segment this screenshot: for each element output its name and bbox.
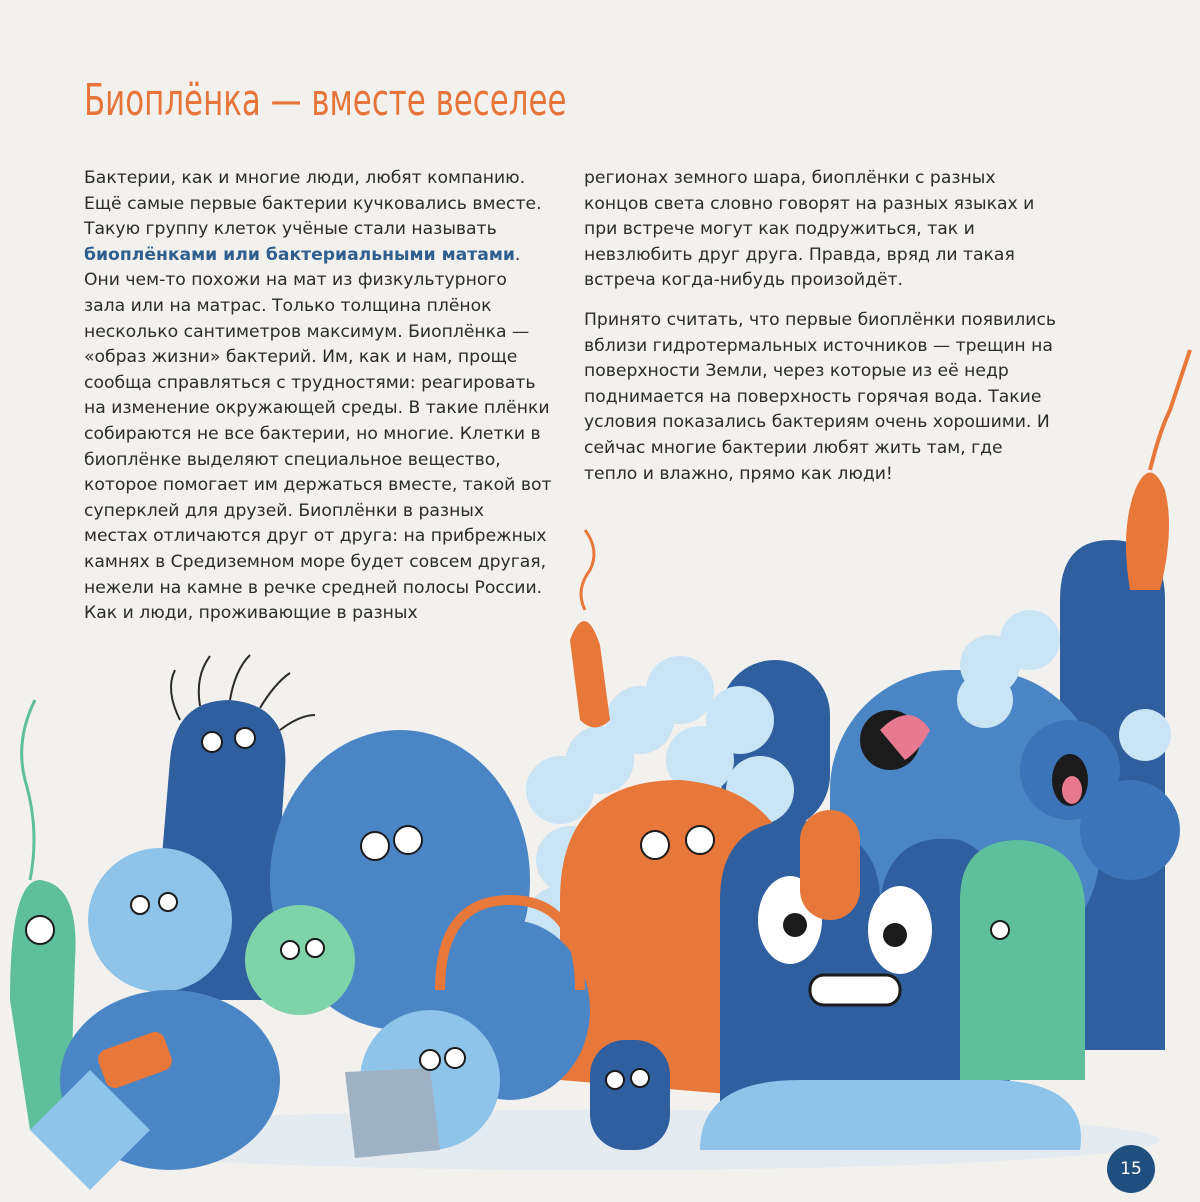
sitting-base: [700, 1080, 1081, 1150]
bacterium-green-right: [960, 840, 1085, 1080]
bacterium-spiky-left: [88, 848, 232, 992]
bacterium-green-virus: [245, 905, 355, 1015]
bacterium-fuzzy-right: [1080, 780, 1180, 880]
page-title: Биоплёнка — вместе веселее: [84, 75, 567, 126]
bacterium-orange-small: [800, 810, 860, 920]
laptop: [345, 1068, 440, 1158]
right-paragraph-1: регионах земного шара, биоплёнки с разных концов света словно говорят на разных языках и при встрече могут как подружиться, так и невзлюбить друг друга. Правда, вряд ли такая встреча когда-нибудь произойдёт.: [584, 168, 1035, 291]
flagellum-teal: [22, 700, 35, 880]
teeth-grin: [810, 975, 900, 1005]
flagellum-center: [581, 530, 594, 610]
page-number-badge: 15: [1107, 1145, 1155, 1193]
left-paragraph-end: . Они чем-то похожи на мат из физкультурного зала или на матрас. Только толщина плёнок несколько сантиметров максимум. Биоплёнка — «образ жизни» бактерий. Им, как и нам, проще сообща справляться с трудностями: реагировать на изменение окружающей среды. В такие плёнки собираются не все бактерии, но многие. Клетки в биоплёнке выделяют специальное вещество, которое помогает им держаться вместе, такой вот суперклей для друзей. Биоплёнки в разных местах отличаются друг от друга: на прибрежных камнях в Средиземном море будет совсем другая, нежели на камне в речке средней полосы России. Как и люди, проживающие в разных: [84, 244, 552, 624]
bacterium-phone: [590, 1040, 670, 1150]
right-paragraph-2: Принято считать, что первые биоплёнки появились вблизи гидротермальных источников — трещин на поверхности Земли, через которые из её недр поднимается на поверхность горячая вода. Такие условия показались бактериям очень хорошими. И сейчас многие бактерии любят жить там, где тепло и влажно, прямо как люди!: [584, 309, 1057, 484]
flagellum-orange: [1150, 350, 1190, 470]
emphasized-term: биоплёнками или бактериальными матами: [84, 244, 515, 265]
bacterium-orange-top-right: [1126, 473, 1169, 591]
left-paragraph-start: Бактерии, как и многие люди, любят компанию. Ещё самые первые бактерии кучковались вместе. Такую группу клеток учёные стали называть: [84, 168, 542, 240]
bacterium-orange-wiggle: [570, 621, 610, 727]
